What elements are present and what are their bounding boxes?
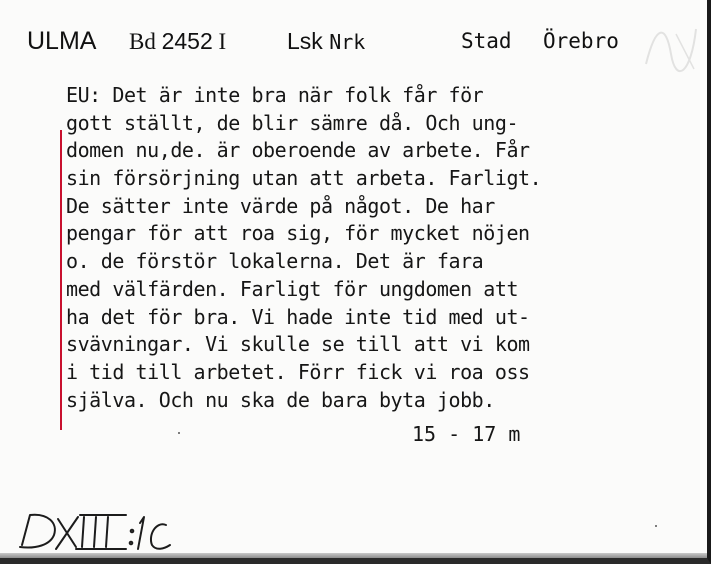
red-margin-line — [60, 130, 62, 430]
transcript-line: ha det för bra. Vi hade inte tid med ut- — [66, 304, 530, 329]
transcript-line: pengar för att roa sig, för mycket nöjen — [66, 221, 530, 246]
volume-prefix: Bd — [129, 29, 156, 54]
parish-code-rest: Nrk — [329, 30, 366, 54]
transcript-line: gott ställt, de blir sämre då. Och ung- — [66, 110, 519, 135]
volume-part: I — [218, 29, 227, 54]
parish-code — [287, 26, 365, 57]
handwritten-signature-icon — [14, 505, 174, 560]
volume-id — [129, 26, 226, 57]
transcript-text — [66, 82, 676, 414]
transcript-line: domen nu,de. är oberoende av arbete. Får — [66, 138, 530, 163]
transcript-line: sin försörjning utan att arbeta. Farligt. — [66, 166, 542, 191]
transcript-line: själva. Och nu ska de bara byta jobb. — [66, 387, 495, 412]
archive-code: ULMA — [27, 27, 97, 55]
transcript-line: svävningar. Vi skulle se till att vi kom — [66, 332, 530, 357]
transcript-line: EU: Det är inte bra när folk får för — [66, 83, 484, 107]
card-bottom-edge — [0, 553, 707, 558]
page-range: 15 - 17 m — [412, 422, 521, 446]
transcript-line: De sätter inte värde på något. De har — [66, 193, 495, 218]
place-name: Örebro — [543, 29, 619, 53]
transcript-line: med välfärden. Farligt för ungdomen att — [66, 276, 519, 301]
place-type: Stad — [461, 29, 512, 53]
parish-code-main: Lsk — [287, 28, 323, 54]
paper-speck — [655, 525, 657, 527]
volume-number: 2452 — [161, 28, 213, 54]
paper-speck — [178, 432, 180, 434]
transcript-line: i tid till arbetet. Förr fick vi roa oss — [66, 359, 530, 384]
transcript-line: o. de förstör lokalerna. Det är fara — [66, 249, 484, 274]
faint-handwriting-icon — [636, 14, 706, 89]
